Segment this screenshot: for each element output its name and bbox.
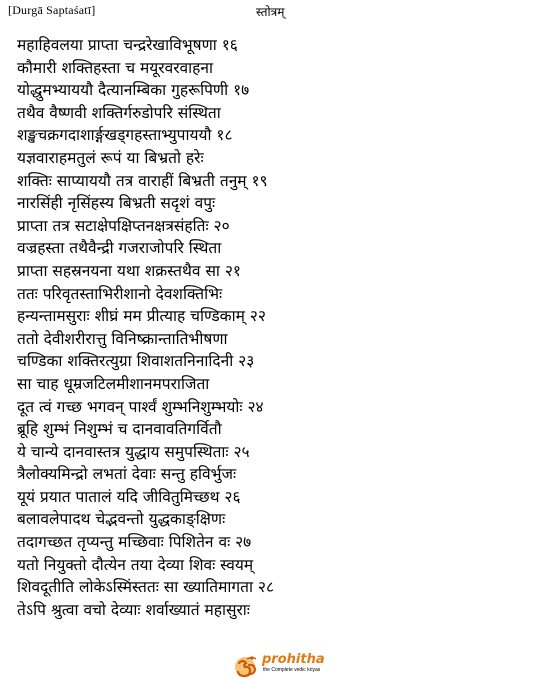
om-icon xyxy=(232,653,262,679)
verse-line: तदागच्छत तृप्यन्तु मच्छिवाः पिशितेन वः २७ xyxy=(17,533,252,552)
verse-line: कौमारी शक्तिहस्ता च मयूरवरवाहना xyxy=(17,58,214,77)
verse-line: शिवदूतीति लोकेऽस्मिंस्ततः सा ख्यातिमागता २८ xyxy=(17,578,275,597)
verse-line: ये चान्ये दानवास्तत्र युद्धाय समुपस्थिताः २५ xyxy=(17,442,250,461)
verse-line: तेऽपि श्रुत्वा वचो देव्याः शर्वाख्यातं महासुराः xyxy=(17,600,250,619)
verse-line: प्राप्ता सहस्रनयना यथा शक्रस्तथैव सा २१ xyxy=(17,261,241,280)
page-title: स्तोत्रम् xyxy=(256,5,285,19)
verse-line: ततः परिवृतस्ताभिरीशानो देवशक्तिभिः xyxy=(17,284,223,303)
brand-logo xyxy=(232,653,342,679)
verse-line: वज्रहस्ता तथैवैन्द्री गजराजोपरि स्थिता xyxy=(17,239,222,258)
verse-line: योद्धुमभ्याययौ दैत्यानम्बिका गुहरूपिणी १७ xyxy=(17,81,250,100)
verse-line: शङ्खचक्रगदाशार्ङ्गखड्गहस्ताभ्युपाययौ १८ xyxy=(17,126,233,145)
verse-line: बलावलेपादथ चेद्भवन्तो युद्धकाङ्क्षिणः xyxy=(17,510,226,529)
brand-tagline: the Complete vedic kriyas xyxy=(263,667,321,673)
verse-line: ब्रूहि शुम्भं निशुम्भं च दानवावतिगर्वितौ xyxy=(17,420,222,439)
verse-line: त्रैलोक्यमिन्द्रो लभतां देवाः सन्तु हविर्भुजः xyxy=(17,465,237,484)
verse-line: चण्डिका शक्तिरत्युग्रा शिवाशतनिनादिनी २३ xyxy=(17,352,255,371)
verse-line: तथैव वैष्णवी शक्तिर्गरुडोपरि संस्थिता xyxy=(17,103,221,122)
verse-line: ततो देवीशरीरात्तु विनिष्क्रान्तातिभीषणा xyxy=(17,329,228,348)
verse-line: सा चाह धूम्रजटिलमीशानमपराजिता xyxy=(17,374,210,393)
verse-line: हन्यन्तामसुराः शीघ्रं मम प्रीत्याह चण्डिकाम् २२ xyxy=(17,307,266,326)
verse-line: नारसिंही नृसिंहस्य बिभ्रती सदृशं वपुः xyxy=(17,194,216,213)
verse-line: प्राप्ता तत्र सटाक्षेपक्षिप्तनक्षत्रसंहतिः २० xyxy=(17,216,230,235)
brand-name: prohitha xyxy=(262,652,325,667)
verse-line: शक्तिः साप्याययौ तत्र वाराहीं बिभ्रती तनुम् १९ xyxy=(17,171,268,190)
verse-line: महाहिवलया प्राप्ता चन्द्ररेखाविभूषणा १६ xyxy=(17,36,238,54)
verse-list xyxy=(17,34,542,621)
verse-line: यूयं प्रयात पातालं यदि जीवितुमिच्छथ २६ xyxy=(17,487,241,506)
verse-line: यतो नियुक्तो दौत्येन तया देव्या शिवः स्वयम् xyxy=(17,555,254,574)
book-title: [Durgā Saptaśatī] xyxy=(8,3,96,17)
verse-line: दूत त्वं गच्छ भगवन् पार्श्वं शुम्भनिशुम्भयोः २४ xyxy=(17,397,264,416)
page-header xyxy=(8,3,542,23)
verse-line: यज्ञवाराहमतुलं रूपं या बिभ्रतो हरेः xyxy=(17,148,204,167)
